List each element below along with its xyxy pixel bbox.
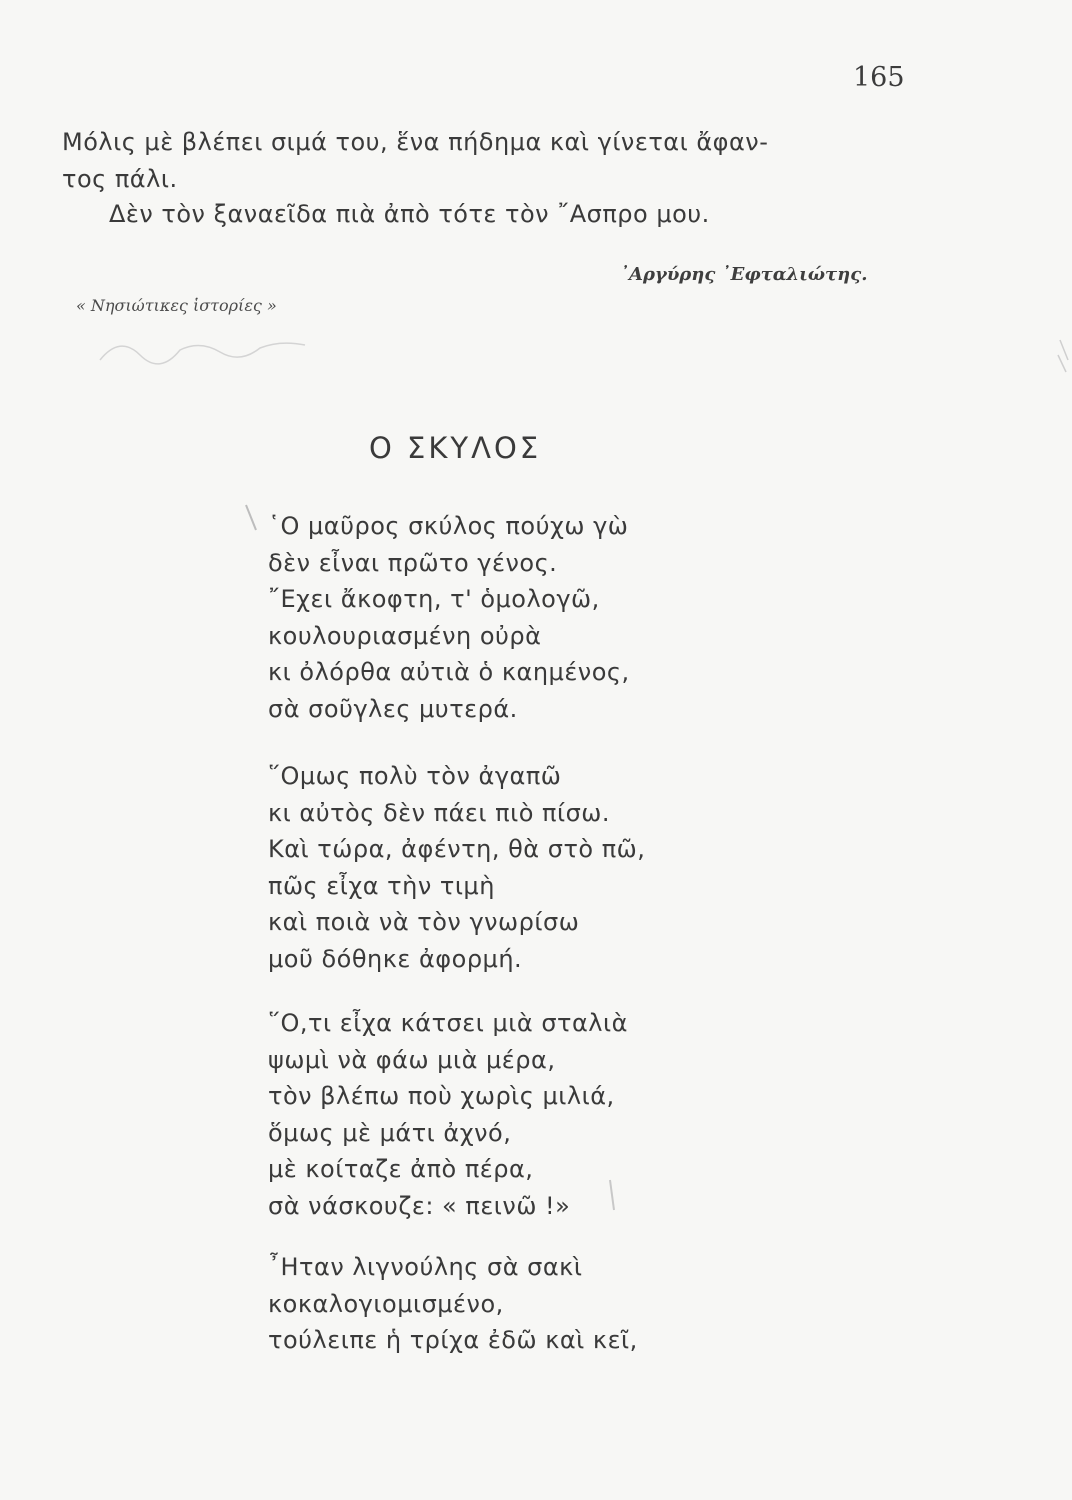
- prose-line: τος πάλι.: [62, 165, 178, 193]
- verse-line: κι αὐτὸς δὲν πάει πιὸ πίσω.: [268, 798, 611, 827]
- author-signature: ᾿Αργύρης ᾿Εφταλιώτης.: [620, 264, 868, 285]
- page-number: 165: [853, 62, 905, 93]
- stanza: [268, 758, 645, 977]
- verse-line: τὸν βλέπω ποὺ χωρὶς μιλιά,: [268, 1082, 615, 1110]
- verse-line: κοκαλογιομισμένο,: [268, 1289, 504, 1318]
- verse-line: Καὶ τώρα, ἀφέντη, θὰ στὸ πῶ,: [268, 835, 646, 863]
- verse-line: μὲ κοίταζε ἀπὸ πέρα,: [268, 1155, 534, 1183]
- prose-line: Δὲν τὸν ξαναεῖδα πιὰ ἀπὸ τότε τὸν ῎Ασπρο μου.: [109, 200, 710, 228]
- verse-line: καὶ ποιὰ νὰ τὸν γνωρίσω: [268, 908, 580, 936]
- stanza: [268, 1005, 628, 1224]
- verse-line: ῾Ο μαῦρος σκύλος πούχω γὼ: [268, 512, 629, 540]
- verse-line: σὰ σοῦγλες μυτερά.: [268, 694, 518, 723]
- verse-line: τούλειπε ἡ τρίχα ἐδῶ καὶ κεῖ,: [268, 1326, 638, 1354]
- poem-title: Ο ΣΚΥΛΟΣ: [369, 431, 542, 465]
- verse-line: ῞Ομως πολὺ τὸν ἀγαπῶ: [268, 762, 562, 790]
- verse-line: μοῦ δόθηκε ἀφορμή.: [268, 944, 523, 973]
- verse-line: ῏Ηταν λιγνούλης σὰ σακὶ: [268, 1253, 583, 1281]
- verse-line: ῞Ο,τι εἶχα κάτσει μιὰ σταλιὰ: [268, 1009, 628, 1037]
- verse-line: σὰ νάσκουζε: « πεινῶ !»: [268, 1191, 571, 1220]
- stanza: [268, 1249, 638, 1359]
- verse-line: δὲν εἶναι πρῶτο γένος.: [268, 548, 558, 577]
- verse-line: πῶς εἶχα τὴν τιμὴ: [268, 871, 495, 900]
- verse-line: ῎Εχει ἄκοφτη, τ' ὁμολογῶ,: [268, 585, 600, 613]
- verse-line: κι ὀλόρθα αὐτιὰ ὁ καημένος,: [268, 658, 630, 686]
- source-citation: « Νησιώτικες ἱστορίες »: [76, 296, 277, 315]
- stanza: [268, 508, 630, 727]
- prose-line: Μόλις μὲ βλέπει σιμά του, ἕνα πήδημα καὶ γίνεται ἄφαν-: [62, 128, 769, 156]
- verse-line: ψωμὶ νὰ φάω μιὰ μέρα,: [268, 1045, 556, 1074]
- verse-line: κουλουριασμένη οὐρὰ: [268, 621, 542, 650]
- verse-line: ὅμως μὲ μάτι ἀχνό,: [268, 1118, 512, 1147]
